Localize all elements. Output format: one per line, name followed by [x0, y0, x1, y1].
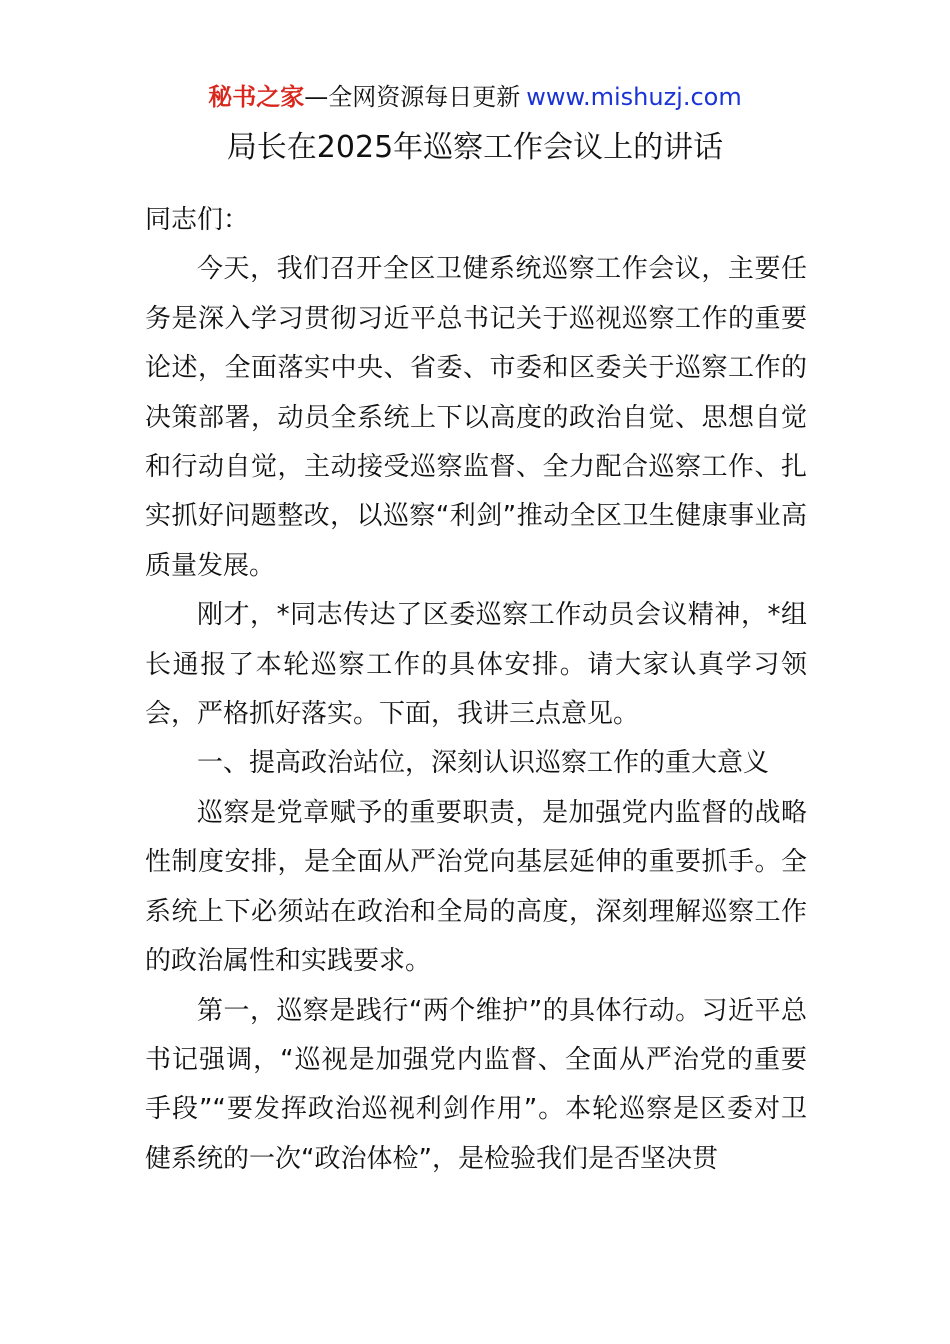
banner-tagline: 全网资源每日更新: [328, 83, 521, 111]
section-heading-1: 一、提高政治站位，深刻认识巡察工作的重大意义: [197, 748, 770, 779]
paragraph-section-1: 巡察是党章赋予的重要职责，是加强党内监督的战略性制度安排，是全面从严治党向基层延伸的重要抓手。全系统上下必须站在政治和全局的高度，深刻理解巡察工作的政治属性和实践要求。: [145, 797, 807, 977]
paragraph-intro: 今天，我们召开全区卫健系统巡察工作会议，主要任务是深入学习贯彻习近平总书记关于巡视巡察工作的重要论述，全面落实中央、省委、市委和区委关于巡察工作的决策部署，动员全系统上下以高度的政治自觉、思想自觉和行动自觉，主动接受巡察监督、全力配合巡察工作、扎实抓好问题整改，以巡察“利剑”推动全区卫生健康事业高质量发展。: [145, 254, 807, 581]
banner-dash: —: [304, 83, 329, 111]
site-banner: [0, 80, 950, 114]
banner-brand: 秘书之家: [208, 83, 305, 111]
paragraph-point-1: 第一，巡察是践行“两个维护”的具体行动。习近平总书记强调，“巡视是加强党内监督、全面从严治党的重要手段”“要发挥政治巡视利剑作用”。本轮巡察是区委对卫健系统的一次“政治体检”，是检验我们是否坚决贯: [145, 995, 807, 1174]
salutation: 同志们：: [145, 205, 250, 235]
document-body: [145, 196, 807, 1184]
document-title: 局长在2025年巡察工作会议上的讲话: [226, 130, 724, 165]
paragraph-agenda: 刚才，*同志传达了区委巡察工作动员会议精神，*组长通报了本轮巡察工作的具体安排。请大家认真学习领会，严格抓好落实。下面，我讲三点意见。: [145, 600, 807, 730]
banner-url-link[interactable]: www.mishuzj.com: [526, 83, 742, 111]
